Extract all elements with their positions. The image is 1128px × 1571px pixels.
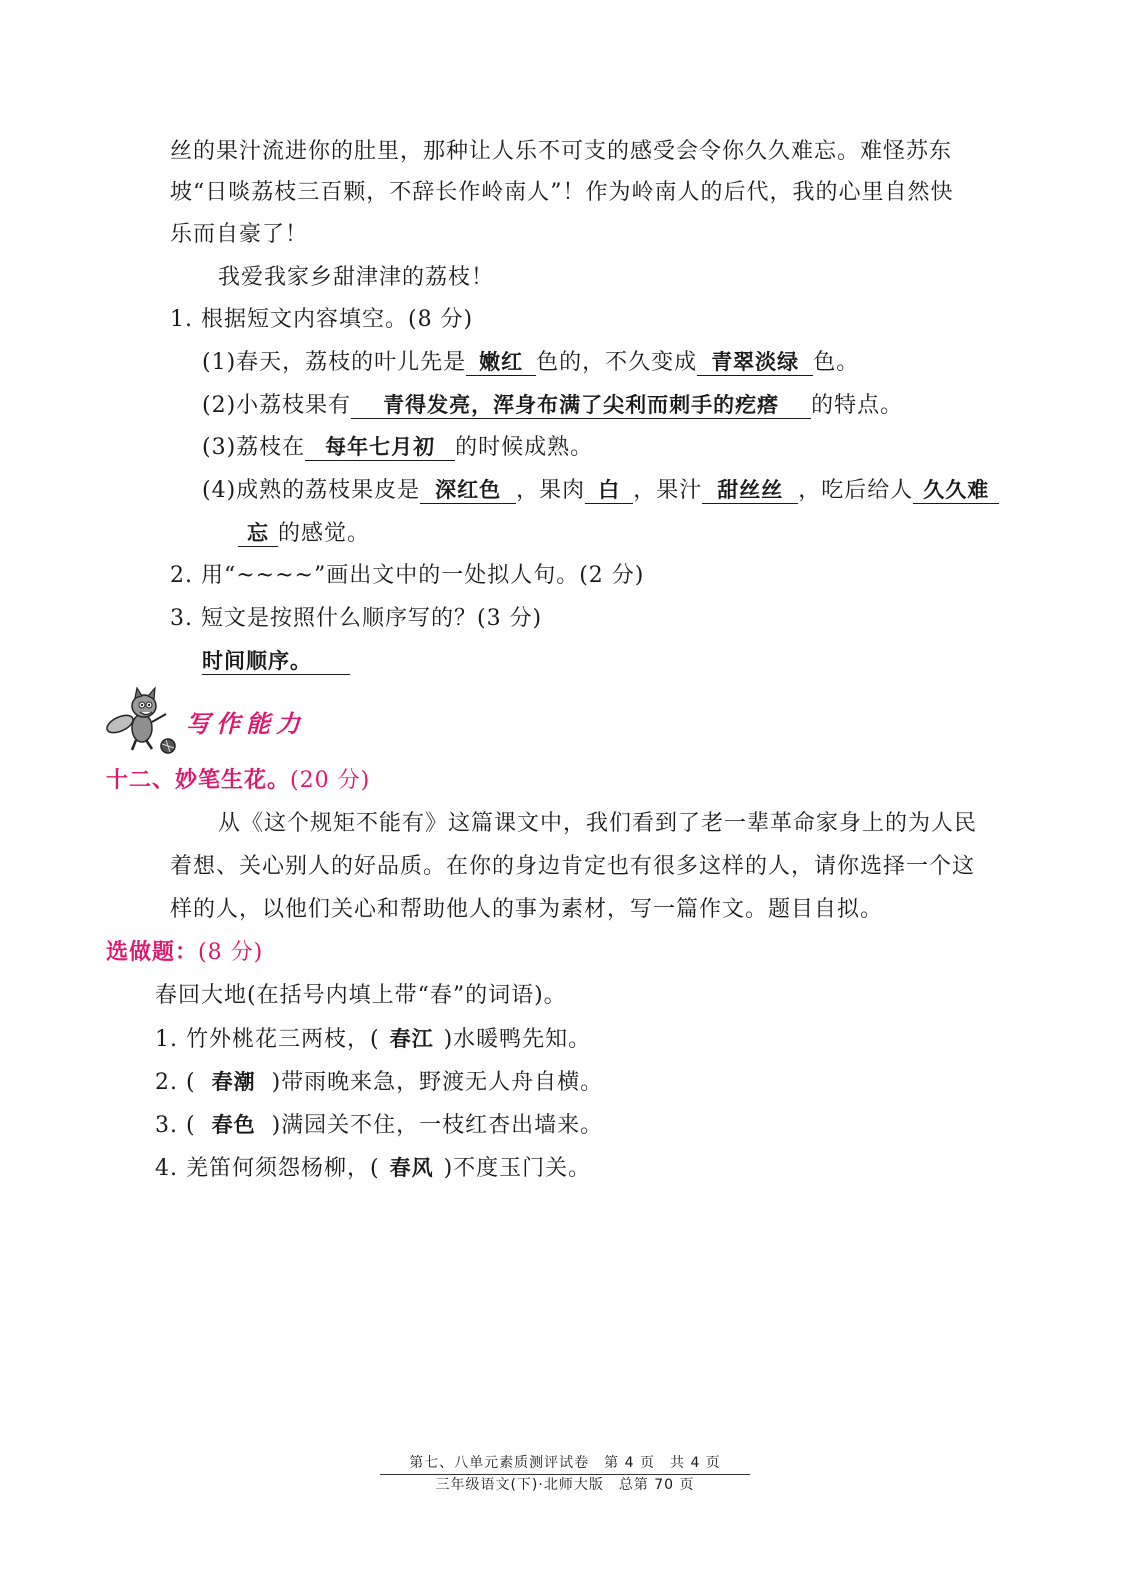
answer-blank: 深红色 xyxy=(420,477,516,504)
text: )不度玉门关。 xyxy=(443,1156,592,1181)
question-12-score: (20 分) xyxy=(290,768,371,793)
optional-item xyxy=(155,1067,603,1098)
passage-line: 坡“日啖荔枝三百颗，不辞长作岭南人”！作为岭南人的后代，我的心里自然快 xyxy=(170,180,954,205)
question-3-answer-line xyxy=(202,647,350,677)
answer-blank: 甜丝丝 xyxy=(702,477,798,504)
optional-item xyxy=(155,1024,591,1055)
text: ，果肉 xyxy=(516,478,586,503)
optional-label: 选做题： xyxy=(106,940,199,965)
answer-blank: 青得发亮，浑身布满了尖利而刺手的疙瘩 xyxy=(351,392,811,419)
writing-section-banner xyxy=(100,686,340,756)
answer-word: 春色 xyxy=(211,1113,256,1137)
text: 2. ( xyxy=(155,1070,196,1095)
optional-item xyxy=(155,1110,603,1141)
text: 色。 xyxy=(813,350,860,375)
optional-question-title xyxy=(106,938,263,968)
text: )水暖鸭先知。 xyxy=(443,1027,592,1052)
passage-line: 乐而自豪了！ xyxy=(170,222,309,247)
answer-blank: 每年七月初 xyxy=(305,434,455,461)
question-1-item-3 xyxy=(202,433,593,463)
text: )带雨晚来急，野渡无人舟自横。 xyxy=(271,1070,604,1095)
text: (1)春天，荔枝的叶儿先是 xyxy=(202,350,467,375)
passage-line: 丝的果汁流进你的肚里，那种让人乐不可支的感受会令你久久难忘。难怪苏东 xyxy=(170,139,953,164)
question-1-item-2 xyxy=(202,391,903,421)
text: 的时候成熟。 xyxy=(455,435,594,460)
answer-blank: 白 xyxy=(585,477,633,504)
text: 3. ( xyxy=(155,1113,196,1138)
answer-blank: 忘 xyxy=(238,520,278,547)
text: ，果汁 xyxy=(633,478,703,503)
answer-word: 春江 xyxy=(389,1027,434,1051)
question-12-line: 从《这个规矩不能有》这篇课文中，我们看到了老一辈革命家身上的为人民 xyxy=(218,811,978,836)
text: ，吃后给人 xyxy=(798,478,914,503)
answer-blank: 久久难 xyxy=(913,477,999,504)
text: 4. 羌笛何须怨杨柳，( xyxy=(155,1156,380,1181)
optional-score: (8 分) xyxy=(198,940,264,965)
text: (2)小荔枝果有 xyxy=(202,393,352,418)
writing-section-title: 写作能力 xyxy=(186,710,306,738)
text: 色的，不久变成 xyxy=(536,350,698,375)
answer-blank: 时间顺序。 xyxy=(202,648,350,675)
question-1-item-4 xyxy=(202,476,999,506)
footer-line-1: 第七、八单元素质测评试卷 第 4 页 共 4 页 xyxy=(380,1452,750,1475)
answer-blank: 嫩红 xyxy=(466,349,536,376)
question-2-title: 2. 用“~~~~”画出文中的一处拟人句。(2 分) xyxy=(170,563,645,588)
question-12-line: 着想、关心别人的好品质。在你的身边肯定也有很多这样的人，请你选择一个这 xyxy=(170,854,976,879)
optional-item xyxy=(155,1153,591,1184)
text: (4)成熟的荔枝果皮是 xyxy=(202,478,421,503)
text: (3)荔枝在 xyxy=(202,435,306,460)
text: 的特点。 xyxy=(811,393,904,418)
passage-line: 我爱我家乡甜津津的荔枝！ xyxy=(218,265,495,290)
answer-blank: 青翠淡绿 xyxy=(697,349,813,376)
question-12-line: 样的人，以他们关心和帮助他人的事为素材，写一篇作文。题目自拟。 xyxy=(170,897,884,922)
answer-word: 春风 xyxy=(389,1156,434,1180)
question-12-title xyxy=(106,766,370,796)
text: 1. 竹外桃花三两枝，( xyxy=(155,1027,380,1052)
question-1-item-4-cont xyxy=(238,519,370,549)
question-1-title: 1. 根据短文内容填空。(8 分) xyxy=(170,307,474,332)
optional-intro: 春回大地(在括号内填上带“春”的词语)。 xyxy=(155,983,567,1008)
question-1-item-1 xyxy=(202,348,859,378)
answer-word: 春潮 xyxy=(211,1070,256,1094)
question-12-label: 十二、妙笔生花。 xyxy=(106,768,291,793)
text: )满园关不住，一枝红杏出墙来。 xyxy=(271,1113,604,1138)
text: 的感觉。 xyxy=(278,521,371,546)
wolf-mascot-icon xyxy=(100,686,190,756)
question-3-title: 3. 短文是按照什么顺序写的？(3 分) xyxy=(170,606,543,631)
footer-line-2: 三年级语文(下)·北师大版 总第 70 页 xyxy=(435,1477,695,1493)
